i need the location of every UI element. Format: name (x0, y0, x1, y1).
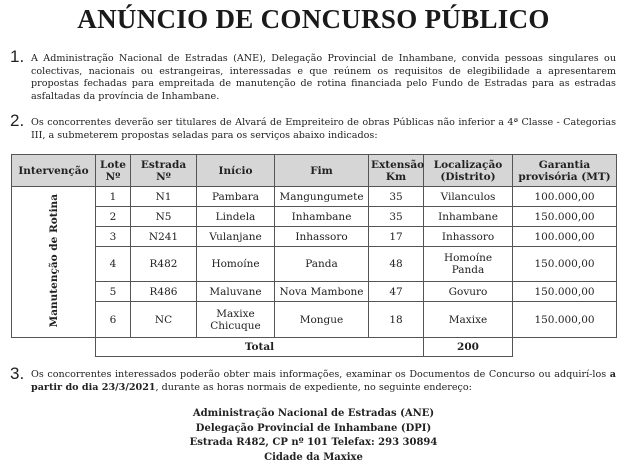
table-row (12, 207, 617, 227)
cell-distrito: Vilanculos (424, 187, 513, 207)
cell-garantia: 100.000,00 (513, 187, 617, 207)
header-lote: Lote Nº (96, 155, 131, 187)
section-3-date: a partir do dia 23/3/2021 (31, 369, 616, 393)
total-label: Total (96, 338, 424, 357)
cell-extensao: 47 (369, 282, 424, 302)
address-line: Administração Nacional de Estradas (ANE) (192, 408, 435, 419)
cell-lote: 5 (96, 282, 131, 302)
cell-estrada: NC (131, 302, 197, 338)
cell-distrito: Homoíne Panda (424, 247, 513, 282)
table-row (12, 282, 617, 302)
address-line: Estrada R482, CP nº 101 Telefax: 293 30894 (189, 437, 438, 449)
cell-lote: 1 (96, 187, 131, 207)
cell-distrito: Inhambane (424, 207, 513, 227)
section-3-text-after: , durante as horas normais de expediente, no seguinte endereço: (155, 381, 472, 393)
table-row (12, 247, 617, 282)
section-2-number: 2. (10, 111, 25, 130)
cell-estrada: R482 (131, 247, 197, 282)
table-row (12, 227, 617, 247)
address-line: Delegação Provincial de Inhambane (DPI) (195, 422, 432, 434)
cell-extensao: 17 (369, 227, 424, 247)
cell-inicio: Homoíne (197, 247, 275, 282)
cell-lote: 6 (96, 302, 131, 338)
header-inicio: Início (197, 155, 275, 187)
cell-lote: 4 (96, 247, 131, 282)
cell-garantia: 150.000,00 (513, 247, 617, 282)
header-estrada: Estrada Nº (131, 155, 197, 187)
address-line: Cidade da Maxixe (264, 451, 363, 463)
section-3-number: 3. (10, 364, 25, 383)
cell-fim: Mongue (275, 302, 369, 338)
table-row (12, 302, 617, 338)
header-fim: Fim (275, 155, 369, 187)
cell-fim: Panda (275, 247, 369, 282)
cell-fim: Inhambane (275, 207, 369, 227)
table-total-row (12, 338, 617, 357)
cell-lote: 2 (96, 207, 131, 227)
cell-lote: 3 (96, 227, 131, 247)
cell-extensao: 18 (369, 302, 424, 338)
cell-estrada: N241 (131, 227, 197, 247)
cell-garantia: 150.000,00 (513, 207, 617, 227)
section-3-text-before: Os concorrentes interessados poderão obter mais informações, examinar os Documentos de Concurso ou adquirí-los (31, 369, 610, 380)
section-2-text: Os concorrentes deverão ser titulares de Alvará de Empreiteiro de obras Públicas não inferior a 4ª Classe - Categorias III, a submeterem propostas seladas para os serviços abaixo indicados: (31, 117, 616, 141)
table-row (12, 187, 617, 207)
cell-inicio: Vulanjane (197, 227, 275, 247)
cell-estrada: N5 (131, 207, 197, 227)
cell-fim: Nova Mambone (275, 282, 369, 302)
header-intervencao: Intervenção (12, 155, 96, 187)
section-3-text (31, 369, 616, 394)
cell-extensao: 35 (369, 187, 424, 207)
total-value: 200 (424, 338, 513, 357)
cell-estrada: N1 (131, 187, 197, 207)
page-title: ANÚNCIO DE CONCURSO PÚBLICO (77, 4, 550, 34)
header-extensao: Extensão Km (369, 155, 424, 187)
address-block (0, 407, 627, 465)
lots-table (11, 154, 617, 357)
cell-estrada: R486 (131, 282, 197, 302)
cell-distrito: Govuro (424, 282, 513, 302)
cell-inicio: Maluvane (197, 282, 275, 302)
cell-fim: Mangungumete (275, 187, 369, 207)
cell-garantia: 100.000,00 (513, 227, 617, 247)
header-localizacao: Localização (Distrito) (424, 155, 513, 187)
cell-fim: Inhassoro (275, 227, 369, 247)
cell-distrito: Maxixe (424, 302, 513, 338)
cell-distrito: Inhassoro (424, 227, 513, 247)
cell-inicio: Lindela (197, 207, 275, 227)
section-1-text: A Administração Nacional de Estradas (ANE), Delegação Provincial de Inhambane, convida pessoas singulares ou colectivas, nacionais ou estrangeiras, interessadas e que reúnem os requisitos de elegibilidade a apresentarem propostas fechadas para empreitada de manutenção de rotina financiada pelo Fundo de Estradas para as estradas asfaltadas da província de Inhambane. (31, 53, 616, 102)
cell-garantia: 150.000,00 (513, 302, 617, 338)
cell-inicio: Maxixe Chicuque (197, 302, 275, 338)
cell-inicio: Pambara (197, 187, 275, 207)
table-header-row (12, 155, 617, 187)
section-1-number: 1. (10, 47, 25, 66)
header-garantia: Garantia provisória (MT) (513, 155, 617, 187)
intervencao-cell (12, 187, 96, 338)
cell-extensao: 48 (369, 247, 424, 282)
cell-extensao: 35 (369, 207, 424, 227)
intervencao-label: Manutenção de Rotina (47, 193, 60, 328)
cell-garantia: 150.000,00 (513, 282, 617, 302)
